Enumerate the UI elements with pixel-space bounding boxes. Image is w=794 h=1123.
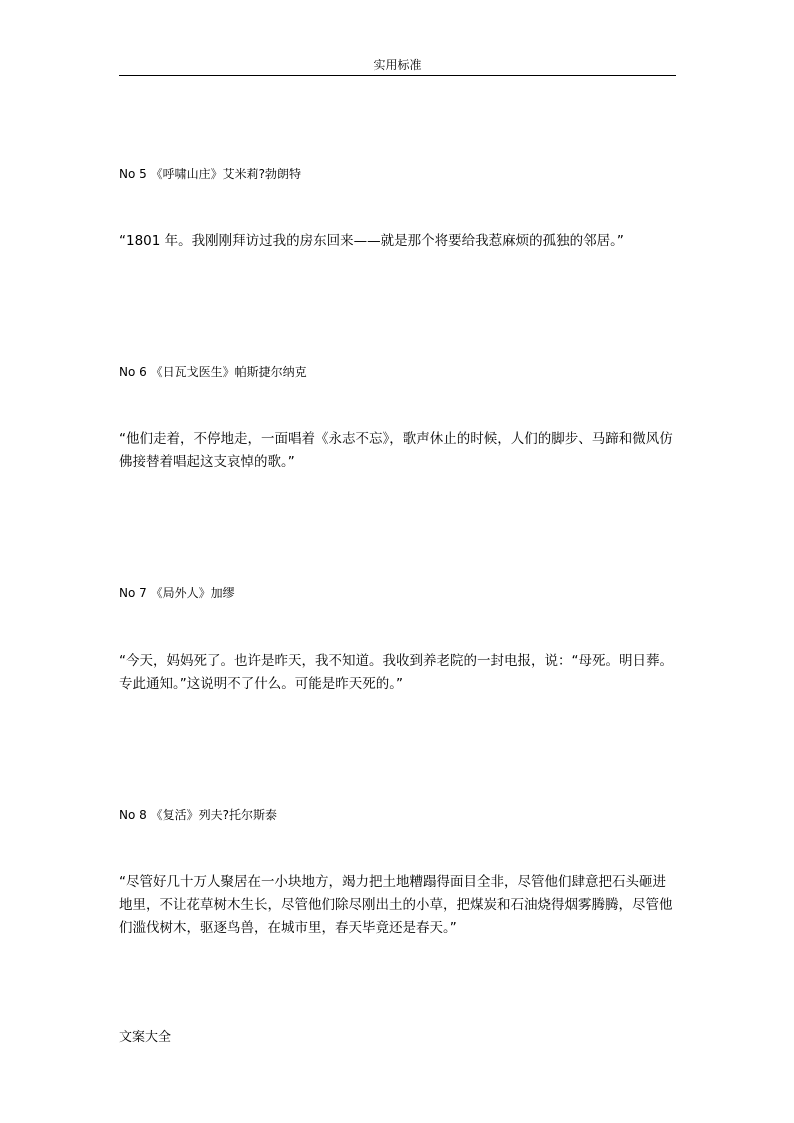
- entry-quote-7: “今天，妈妈死了。也许是昨天，我不知道。我收到养老院的一封电报，说：“母死。明日葬。专此通知。”这说明不了什么。可能是昨天死的。”: [119, 653, 673, 692]
- page-header: 实用标准: [119, 57, 676, 76]
- entry-quote-6: “他们走着，不停地走，一面唱着《永志不忘》，歌声休止的时候，人们的脚步、马蹄和微风仿佛接替着唱起这支哀悼的歌。”: [119, 431, 673, 470]
- entry-title-5: No 5 《呼啸山庄》艾米莉?勃朗特: [119, 167, 301, 181]
- entry-title-6: No 6 《日瓦戈医生》帕斯捷尔纳克: [119, 365, 307, 379]
- entry-title-8: No 8 《复活》列夫?托尔斯泰: [119, 808, 277, 822]
- page-footer: 文案大全: [119, 1030, 172, 1045]
- entry-quote-5: “1801 年。我刚刚拜访过我的房东回来——就是那个将要给我惹麻烦的孤独的邻居。”: [119, 233, 624, 249]
- entry-title-7: No 7 《局外人》加缪: [119, 586, 235, 600]
- entry-quote-8: “尽管好几十万人聚居在一小块地方，竭力把土地糟蹋得面目全非，尽管他们肆意把石头砸进地里，不让花草树木生长，尽管他们除尽刚出土的小草，把煤炭和石油烧得烟雾腾腾，尽管他们滥伐树木，驱逐鸟兽，在城市里，春天毕竟还是春天。”: [119, 874, 673, 936]
